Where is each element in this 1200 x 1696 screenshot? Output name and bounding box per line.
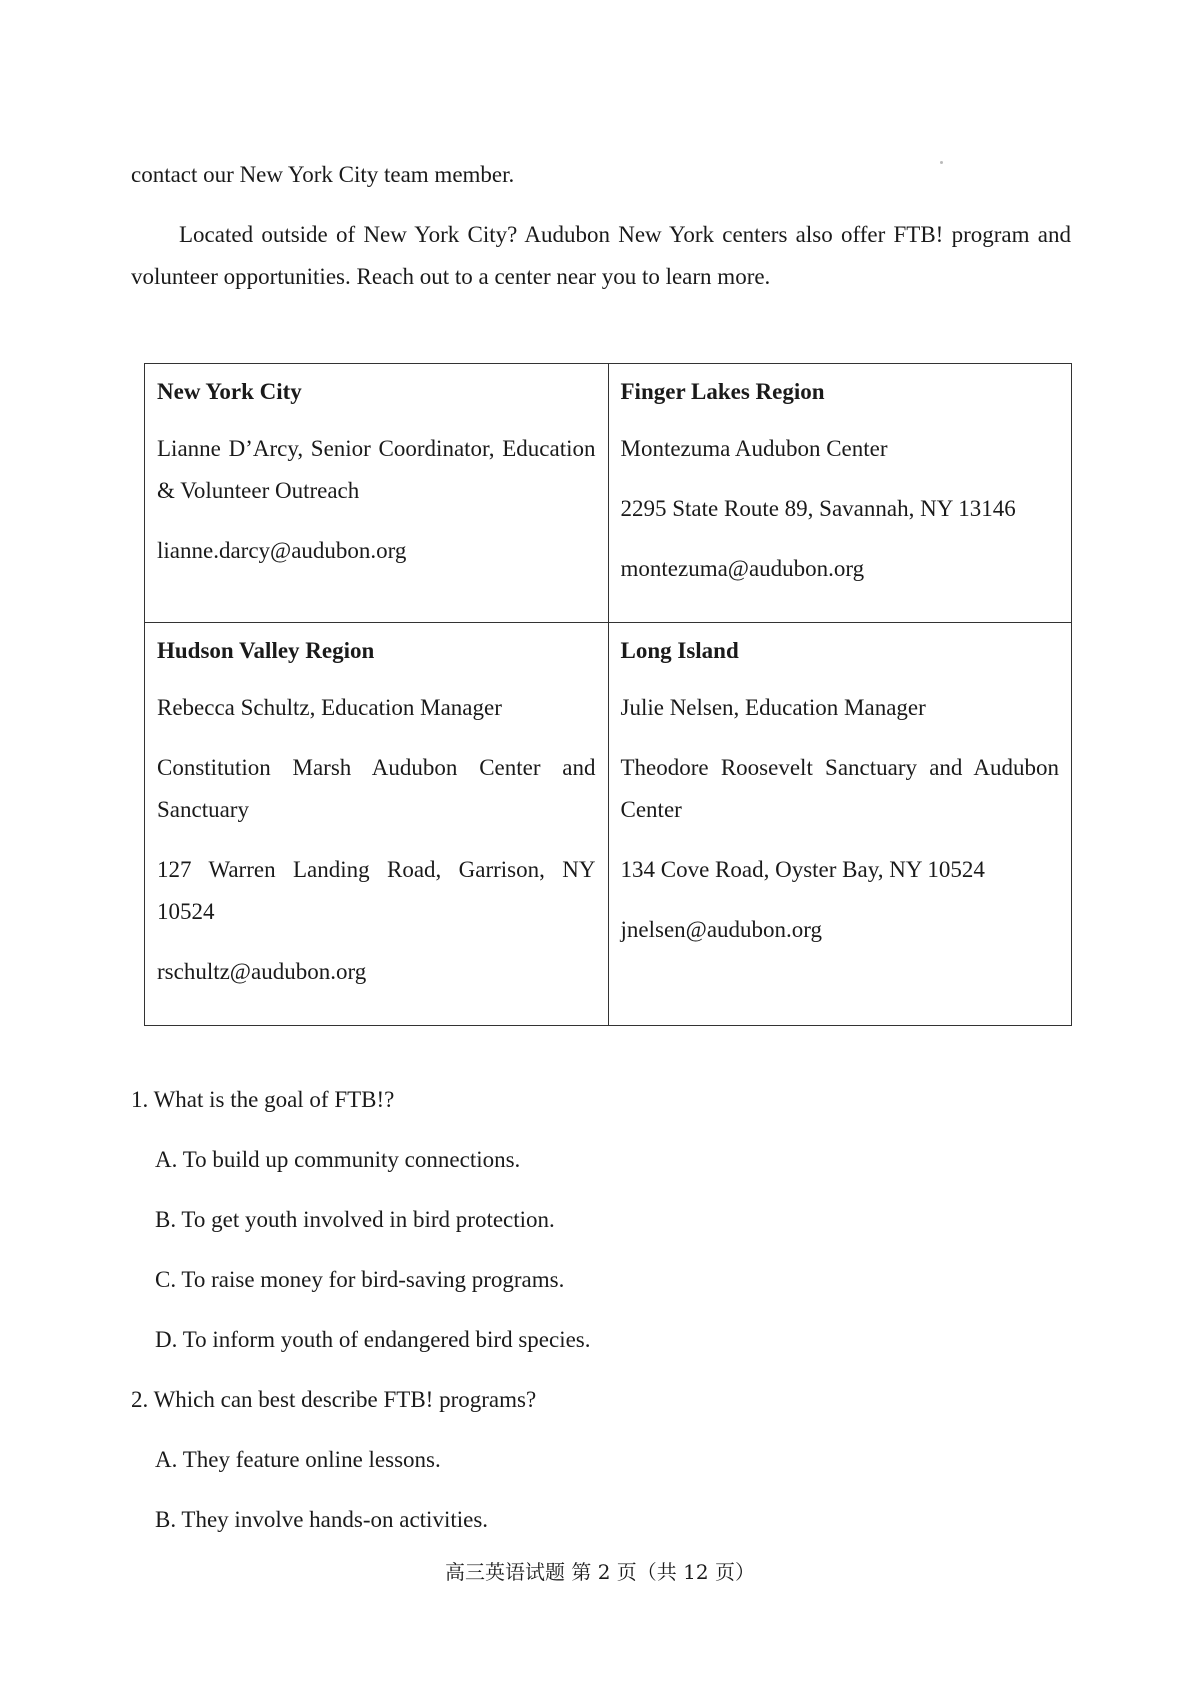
contact-cell-long-island — [608, 623, 1072, 1026]
question-stem: 2. Which can best describe FTB! programs? — [131, 1387, 537, 1412]
region-heading: New York City — [157, 379, 302, 404]
answer-option[interactable]: B. They involve hands-on activities. — [155, 1507, 489, 1532]
question-stem: 1. What is the goal of FTB!? — [131, 1087, 395, 1112]
contact-email[interactable]: jnelsen@audubon.org — [620, 917, 823, 942]
contact-center: Theodore Roosevelt Sanctuary and Audubon Center — [620, 755, 1059, 822]
region-heading: Long Island — [620, 638, 739, 663]
contact-address: 2295 State Route 89, Savannah, NY 13146 — [620, 496, 1016, 521]
contact-address: 134 Cove Road, Oyster Bay, NY 10524 — [620, 857, 985, 882]
contact-cell-hudson — [145, 623, 609, 1026]
table-row — [145, 364, 1072, 623]
contact-email[interactable]: lianne.darcy@audubon.org — [157, 538, 407, 563]
intro-paragraph: Located outside of New York City? Audubon New York centers also offer FTB! program and volunteer opportunities. Reach out to a center near you to learn more. — [131, 222, 1071, 289]
contact-table — [144, 363, 1072, 1026]
contact-cell-finger-lakes — [608, 364, 1072, 623]
page-footer: 高三英语试题 第 2 页（共 12 页） — [445, 1560, 755, 1584]
region-heading: Finger Lakes Region — [620, 379, 825, 404]
region-heading: Hudson Valley Region — [157, 638, 375, 663]
answer-option[interactable]: D. To inform youth of endangered bird species. — [155, 1327, 591, 1352]
answer-option[interactable]: B. To get youth involved in bird protection. — [155, 1207, 555, 1232]
answer-option[interactable]: C. To raise money for bird-saving programs. — [155, 1267, 565, 1292]
contact-cell-nyc — [145, 364, 609, 623]
question-list — [131, 1070, 1071, 1550]
contact-center: Constitution Marsh Audubon Center and Sanctuary — [157, 755, 596, 822]
answer-option[interactable]: A. To build up community connections. — [155, 1147, 521, 1172]
contact-address: 127 Warren Landing Road, Garrison, NY 10524 — [157, 857, 596, 924]
intro-line: contact our New York City team member. — [131, 162, 515, 187]
contact-person: Julie Nelsen, Education Manager — [620, 695, 926, 720]
answer-option[interactable]: A. They feature online lessons. — [155, 1447, 441, 1472]
contact-person: Rebecca Schultz, Education Manager — [157, 695, 502, 720]
table-row — [145, 623, 1072, 1026]
contact-person: Lianne D’Arcy, Senior Coordinator, Education & Volunteer Outreach — [157, 436, 596, 503]
contact-email[interactable]: rschultz@audubon.org — [157, 959, 367, 984]
contact-center: Montezuma Audubon Center — [620, 436, 888, 461]
contact-email[interactable]: montezuma@audubon.org — [620, 556, 865, 581]
